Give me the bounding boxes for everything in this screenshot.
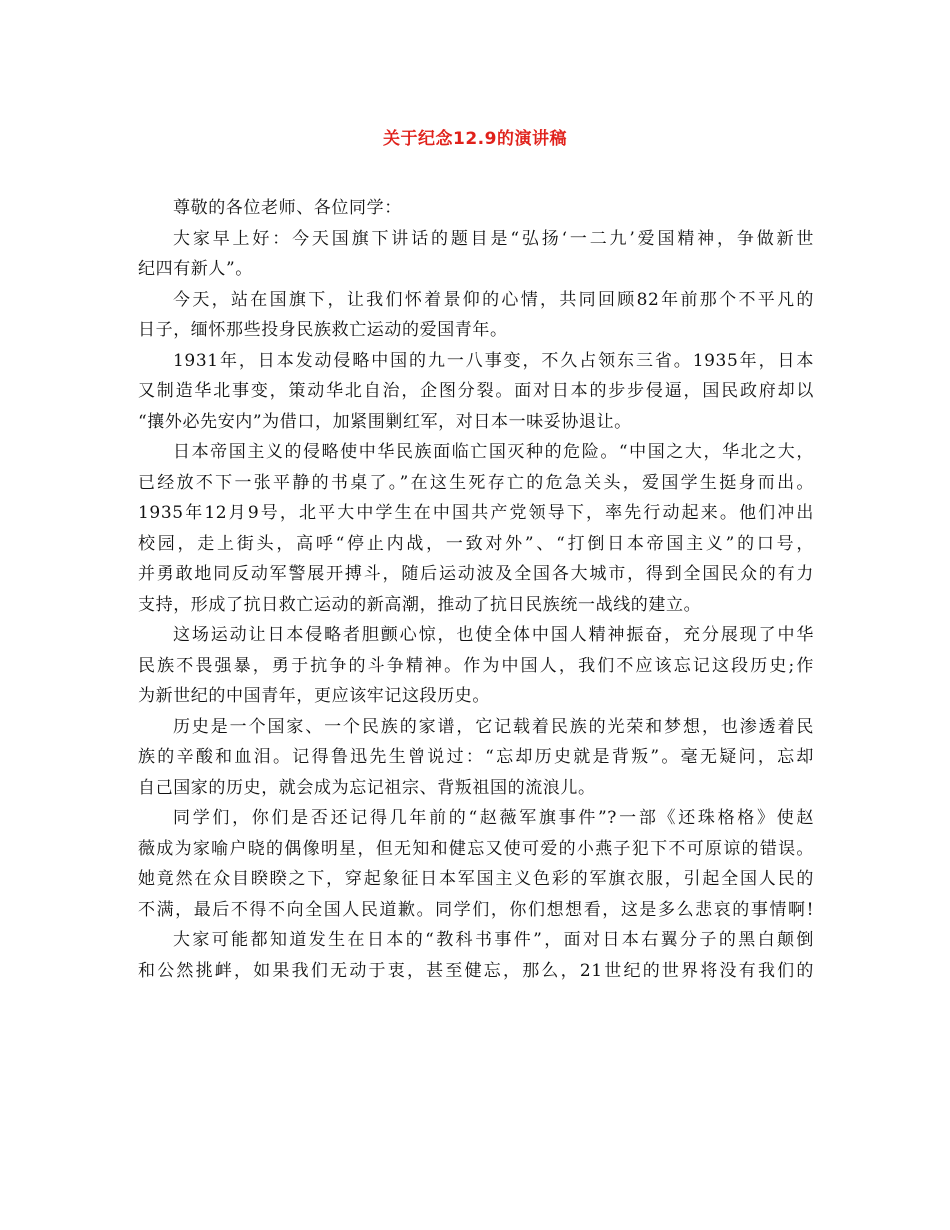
text-line: 她竟然在众目睽睽之下，穿起象征日本军国主义色彩的军旗衣服，引起全国人民的 xyxy=(138,869,814,889)
text-line: 校园，走上街头，高呼“停止内战，一致对外”、“打倒日本帝国主义”的口号， xyxy=(138,533,814,554)
text-line: 这场运动让日本侵略者胆颤心惊，也使全体中国人精神振奋，充分展现了中华 xyxy=(173,625,814,645)
text-line: 支持，形成了抗日救亡运动的新高潮，推动了抗日民族统一战线的建立。 xyxy=(138,594,702,615)
text-line: 纪四有新人”。 xyxy=(138,259,253,279)
text-line: 同学们，你们是否还记得几年前的“赵薇军旗事件”?一部《还珠格格》使赵 xyxy=(173,808,814,828)
text-line: 族的辛酸和血泪。记得鲁迅先生曾说过：“忘却历史就是背叛”。毫无疑问，忘却 xyxy=(138,747,814,767)
text-line: 今天，站在国旗下，让我们怀着景仰的心情，共同回顾82年前那个不平凡的 xyxy=(173,289,814,310)
text-line: 日子，缅怀那些投身民族救亡运动的爱国青年。 xyxy=(138,320,508,340)
text-line: 并勇敢地同反动军警展开搏斗，随后运动波及全国各大城市，得到全国民众的有力 xyxy=(138,564,814,584)
text-line: 尊敬的各位老师、各位同学： xyxy=(173,198,402,218)
text-line: 民族不畏强暴，勇于抗争的斗争精神。作为中国人，我们不应该忘记这段历史;作 xyxy=(138,655,814,676)
text-line: 历史是一个国家、一个民族的家谱，它记载着民族的光荣和梦想，也渗透着民 xyxy=(173,716,814,737)
text-line: 薇成为家喻户晓的偶像明星，但无知和健忘又使可爱的小燕子犯下不可原谅的错误。 xyxy=(138,838,814,859)
text-line: 日本帝国主义的侵略使中华民族面临亡国灭种的危险。“中国之大，华北之大， xyxy=(173,442,814,462)
text-line: 1935年12月9号，北平大中学生在中国共产党领导下，率先行动起来。他们冲出 xyxy=(138,503,814,523)
text-line: “攘外必先安内”为借口，加紧围剿红军，对日本一味妥协退让。 xyxy=(138,411,632,432)
text-line: 自己国家的历史，就会成为忘记祖宗、背叛祖国的流浪儿。 xyxy=(138,777,596,798)
text-line: 已经放不下一张平静的书桌了。”在这生死存亡的危急关头，爱国学生挺身而出。 xyxy=(138,472,814,493)
document-body xyxy=(138,193,814,986)
text-line: 又制造华北事变，策动华北自治，企图分裂。面对日本的步步侵逼，国民政府却以 xyxy=(138,381,814,401)
text-line: 1931年，日本发动侵略中国的九一八事变，不久占领东三省。1935年，日本 xyxy=(173,350,814,371)
text-line: 和公然挑衅，如果我们无动于衷，甚至健忘，那么，21世纪的世界将没有我们的 xyxy=(138,960,814,981)
text-line: 为新世纪的中国青年，更应该牢记这段历史。 xyxy=(138,686,490,706)
text-line: 不满，最后不得不向全国人民道歉。同学们，你们想想看，这是多么悲哀的事情啊! xyxy=(138,899,814,920)
text-line: 大家早上好：今天国旗下讲话的题目是“弘扬‘一二九’爱国精神，争做新世 xyxy=(173,228,814,249)
text-line: 大家可能都知道发生在日本的“教科书事件”，面对日本右翼分子的黑白颠倒 xyxy=(173,930,814,950)
document-title: 关于纪念12.9的演讲稿 xyxy=(383,129,567,149)
